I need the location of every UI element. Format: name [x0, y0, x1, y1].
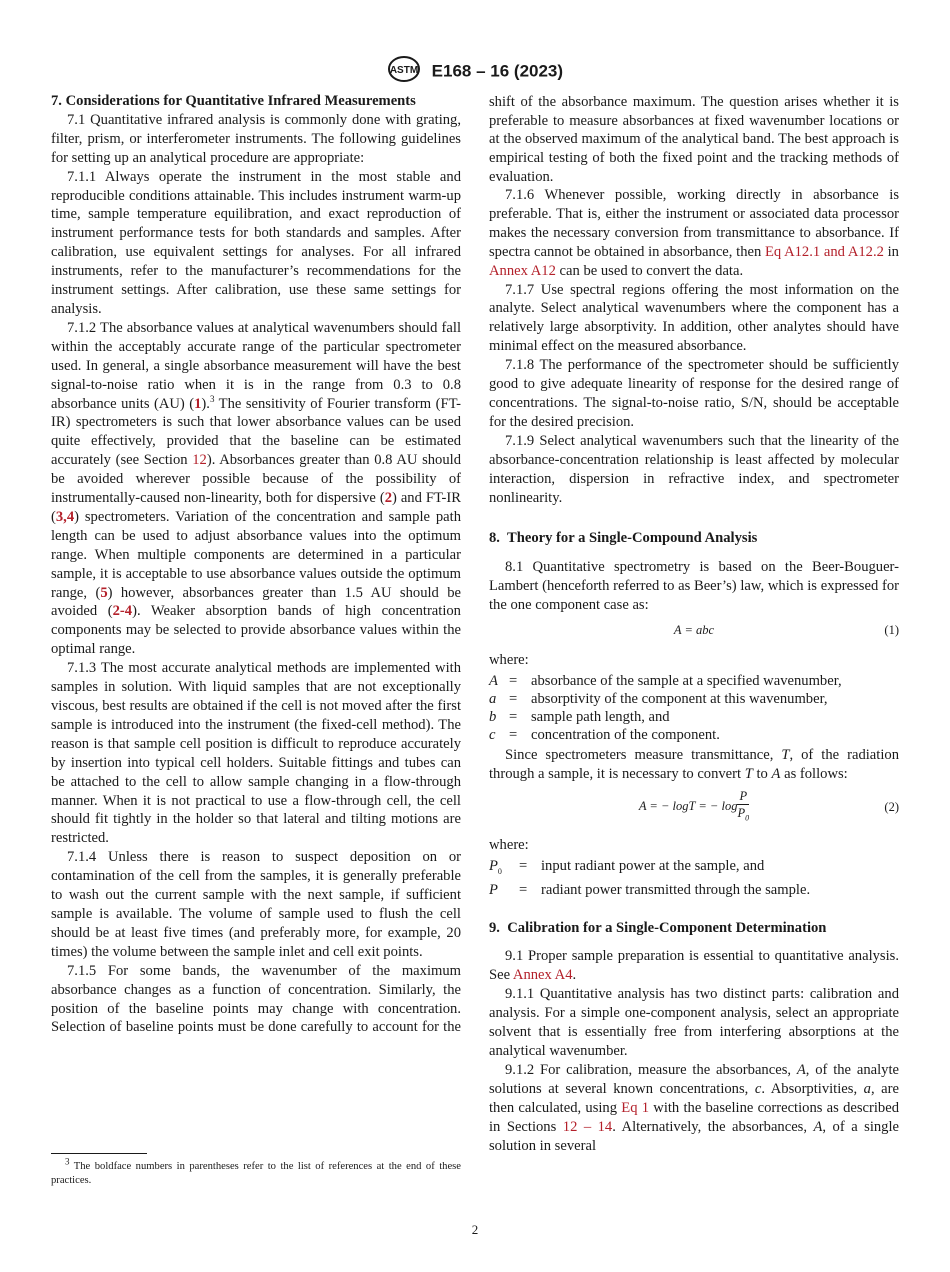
definition-item: A = absorbance of the sample at a specified wavenumber,: [489, 672, 842, 689]
annex-a4-link[interactable]: Annex A4: [512, 967, 573, 984]
section-8-heading: 8. Theory for a Single-Compound Analysis: [489, 530, 758, 547]
section-9-heading: 9. Calibration for a Single-Component Determination: [489, 919, 827, 936]
footnote-mark: 3: [209, 393, 215, 404]
definition-item: P = radiant power transmitted through the sample.: [489, 881, 811, 898]
document-designation: E168 – 16 (2023): [431, 61, 564, 81]
ref-link-5[interactable]: 5: [100, 584, 108, 601]
ref-link-2-4[interactable]: 2-4: [112, 603, 133, 620]
definition-item: c = concentration of the component.: [489, 726, 720, 743]
ref-link-1[interactable]: 1: [194, 395, 202, 412]
page-number: 2: [471, 1222, 479, 1237]
definition-item: $P_0$ = input radiant power at the sample, and: [489, 857, 765, 876]
ref-link-2[interactable]: 2: [384, 490, 393, 507]
definitions-2: [489, 857, 899, 899]
footnote: $^3$ The boldface numbers in parentheses refer to the list of references at the end of these practices.: [51, 1156, 461, 1186]
para-since: Since spectrometers measure transmittance, T, of the radiation through a sample, it is necessary to convert T to A as follows:: [489, 746, 899, 782]
right-column: [489, 92, 899, 1155]
section-7-heading: 7. Considerations for Quantitative Infrared Measurements: [51, 93, 416, 109]
para-7-1-2: 7.1.2 The absorbance values at analytical wavenumbers should fall within the acceptably accurate range of the particular spectrometer used. In general, a single absorbance measurement will have the best signal-to-noise ratio when it is in the range from 0.3 to 0.8 absorbance units (AU) (1).$^3$ The sensitivity of Fourier transform (FT-IR) spectrometers is such that lower absorbance values can be used quite effectively, provided that the baseline can be estimated accurately (see Section 12). Absorbances greater than 0.8 AU should be avoided wherever possible because of the possibility of instrumentally-caused non-linearity, both for dispersive (2) and FT-IR (3,4) spectrometers. Variation of the concentration and sample path length can be used to adjust absorbance values into the optimum range. When multiple components are determined in a particular sample, it is acceptable to use absorbance values outside the optimum range, (5) however, absorbances greater than 1.5 AU should be avoided (2-4). Weaker absorption bands of high concentration components may be selected to provide absorbance values within the optimal range.: [51, 319, 461, 658]
para-9-1: 9.1 Proper sample preparation is essential to quantitative analysis. See Annex A4.: [489, 948, 899, 984]
equation-2-number: (2): [884, 799, 899, 814]
para-7-1-5: 7.1.5 For some bands, the wavenumber of the maximum absorbance changes as a function of concentration. Similarly, the position of the baseline points may change with concentration. Selection of baseline points must be done carefully to account for the: [51, 962, 461, 1036]
para-9-1-2: 9.1.2 For calibration, measure the absorbances, A, of the analyte solutions at several known concentrations, c. Absorptivities, a, are then calculated, using Eq 1 with the baseline corrections as described in Sections 12 – 14. Alternatively, the absorbances, A, of a single solution in several: [489, 1061, 900, 1154]
para-7-1-3: 7.1.3 The most accurate analytical methods are implemented with samples in solution. With liquid samples that are not exceptionally viscous, best results are obtained if the cell is not moved after the first sample is introduced into the instrument (the fixed-cell method). The reason is that sample cell position is difficult to reproduce accurately by insertion into typical cell holders. Suitable fittings and tubes can be attached to the cell to allow sample changing in a flow-through manner. When it is not practical to use a flow-through cell, the cell should fit tightly in the holder so that lateral and tilting motions are restricted.: [51, 660, 461, 847]
section-12-link[interactable]: 12: [192, 452, 207, 469]
sections-12-14-link[interactable]: 12 – 14: [562, 1118, 613, 1135]
para-7-1-4: 7.1.4 Unless there is reason to suspect deposition on or contamination of the cell from the samples, it is generally preferable to wash out the current sample with the next sample, if sufficient sample is available. The volume of sample used to flush the cell should be at least five times (and preferably more, for example, 20 times) the volume between the sample inlet and cell exit points.: [51, 849, 461, 960]
para-7-1: 7.1 Quantitative infrared analysis is commonly done with grating, filter, prism, or interferometer instruments. The following guidelines for setting up an analytical procedure are appropriate:: [51, 111, 461, 166]
para-7-1-6: 7.1.6 Whenever possible, working directly in absorbance is preferable. That is, either the instrument or associated data processor makes the necessary conversion from transmittance to absorbance. If spectra cannot be obtained in absorbance, then Eq A12.1 and A12.2 in Annex A12 can be used to convert the data.: [489, 187, 899, 279]
svg-text:ASTM: ASTM: [389, 65, 419, 76]
equation-1-number: (1): [884, 623, 899, 638]
definition-item: b = sample path length, and: [489, 708, 670, 725]
annex-a12-link[interactable]: Annex A12: [489, 262, 556, 279]
definitions-1: [489, 672, 899, 744]
footnote-rule: [51, 1153, 147, 1154]
para-7-1-5-cont: shift of the absorbance maximum. The question arises whether it is preferable to measure absorbances at fixed wavenumber locations or at the observed maximum of the analytical band. The best approach is empirical testing of both the fixed point and the tracking methods of evaluation.: [489, 93, 899, 186]
equation-1: A = abc (1): [489, 615, 899, 645]
definition-item: a = absorptivity of the component at this wavenumber,: [489, 690, 828, 707]
fraction: $\frac{P}{P_0}$: [737, 788, 750, 823]
para-7-1-1: 7.1.1 Always operate the instrument in the most stable and reproducible conditions attainable. This includes instrument warm-up time, sample temperature equilibration, and exact reproduction of instrument performance tests for both standards and samples. After calibration, use equivalent settings for analyses. For all infrared instruments, refer to the manufacturer’s recommendations for the instrument settings. After calibration, use these same settings for analysis.: [51, 168, 461, 317]
para-9-1-1: 9.1.1 Quantitative analysis has two distinct parts: calibration and analysis. For a simple one-component analysis, select an appropriate solvent that is essentially free from interfering absorptions at the analytical wavenumber.: [489, 986, 899, 1059]
page-header: [0, 56, 950, 87]
ref-link-3-4[interactable]: 3,4: [55, 508, 75, 525]
para-8-1: 8.1 Quantitative spectrometry is based on the Beer-Bouguer-Lambert (henceforth referred to as Beer’s) law, which is expressed for the one component case as:: [489, 559, 899, 614]
eq-a12-link[interactable]: Eq A12.1 and A12.2: [764, 243, 884, 260]
where-label-2: where:: [489, 836, 529, 853]
para-7-1-7: 7.1.7 Use spectral regions offering the most information on the analyte. Select analytical wavenumbers where the component has a relatively large absorptivity. In addition, other analytes should have minimal effect on the measured absorbance.: [489, 281, 899, 355]
astm-logo-icon: [387, 56, 421, 87]
eq-1-link[interactable]: Eq 1: [621, 1099, 650, 1116]
left-column: [51, 92, 461, 1037]
equation-2: A = − logT = − log $\frac{P}{P_0}$ (2): [489, 784, 899, 830]
where-label-1: where:: [489, 652, 529, 669]
para-7-1-8: 7.1.8 The performance of the spectrometer should be sufficiently good to give adequate linearity of response for the desired range of concentrations. The signal-to-noise ratio, S/N, should be acceptable for the desired precision.: [489, 357, 899, 430]
para-7-1-9: 7.1.9 Select analytical wavenumbers such that the linearity of the absorbance-concentration relationship is least affected by molecular interaction, dispersion in refractive index, and spectrometer nonlinearity.: [489, 432, 899, 506]
